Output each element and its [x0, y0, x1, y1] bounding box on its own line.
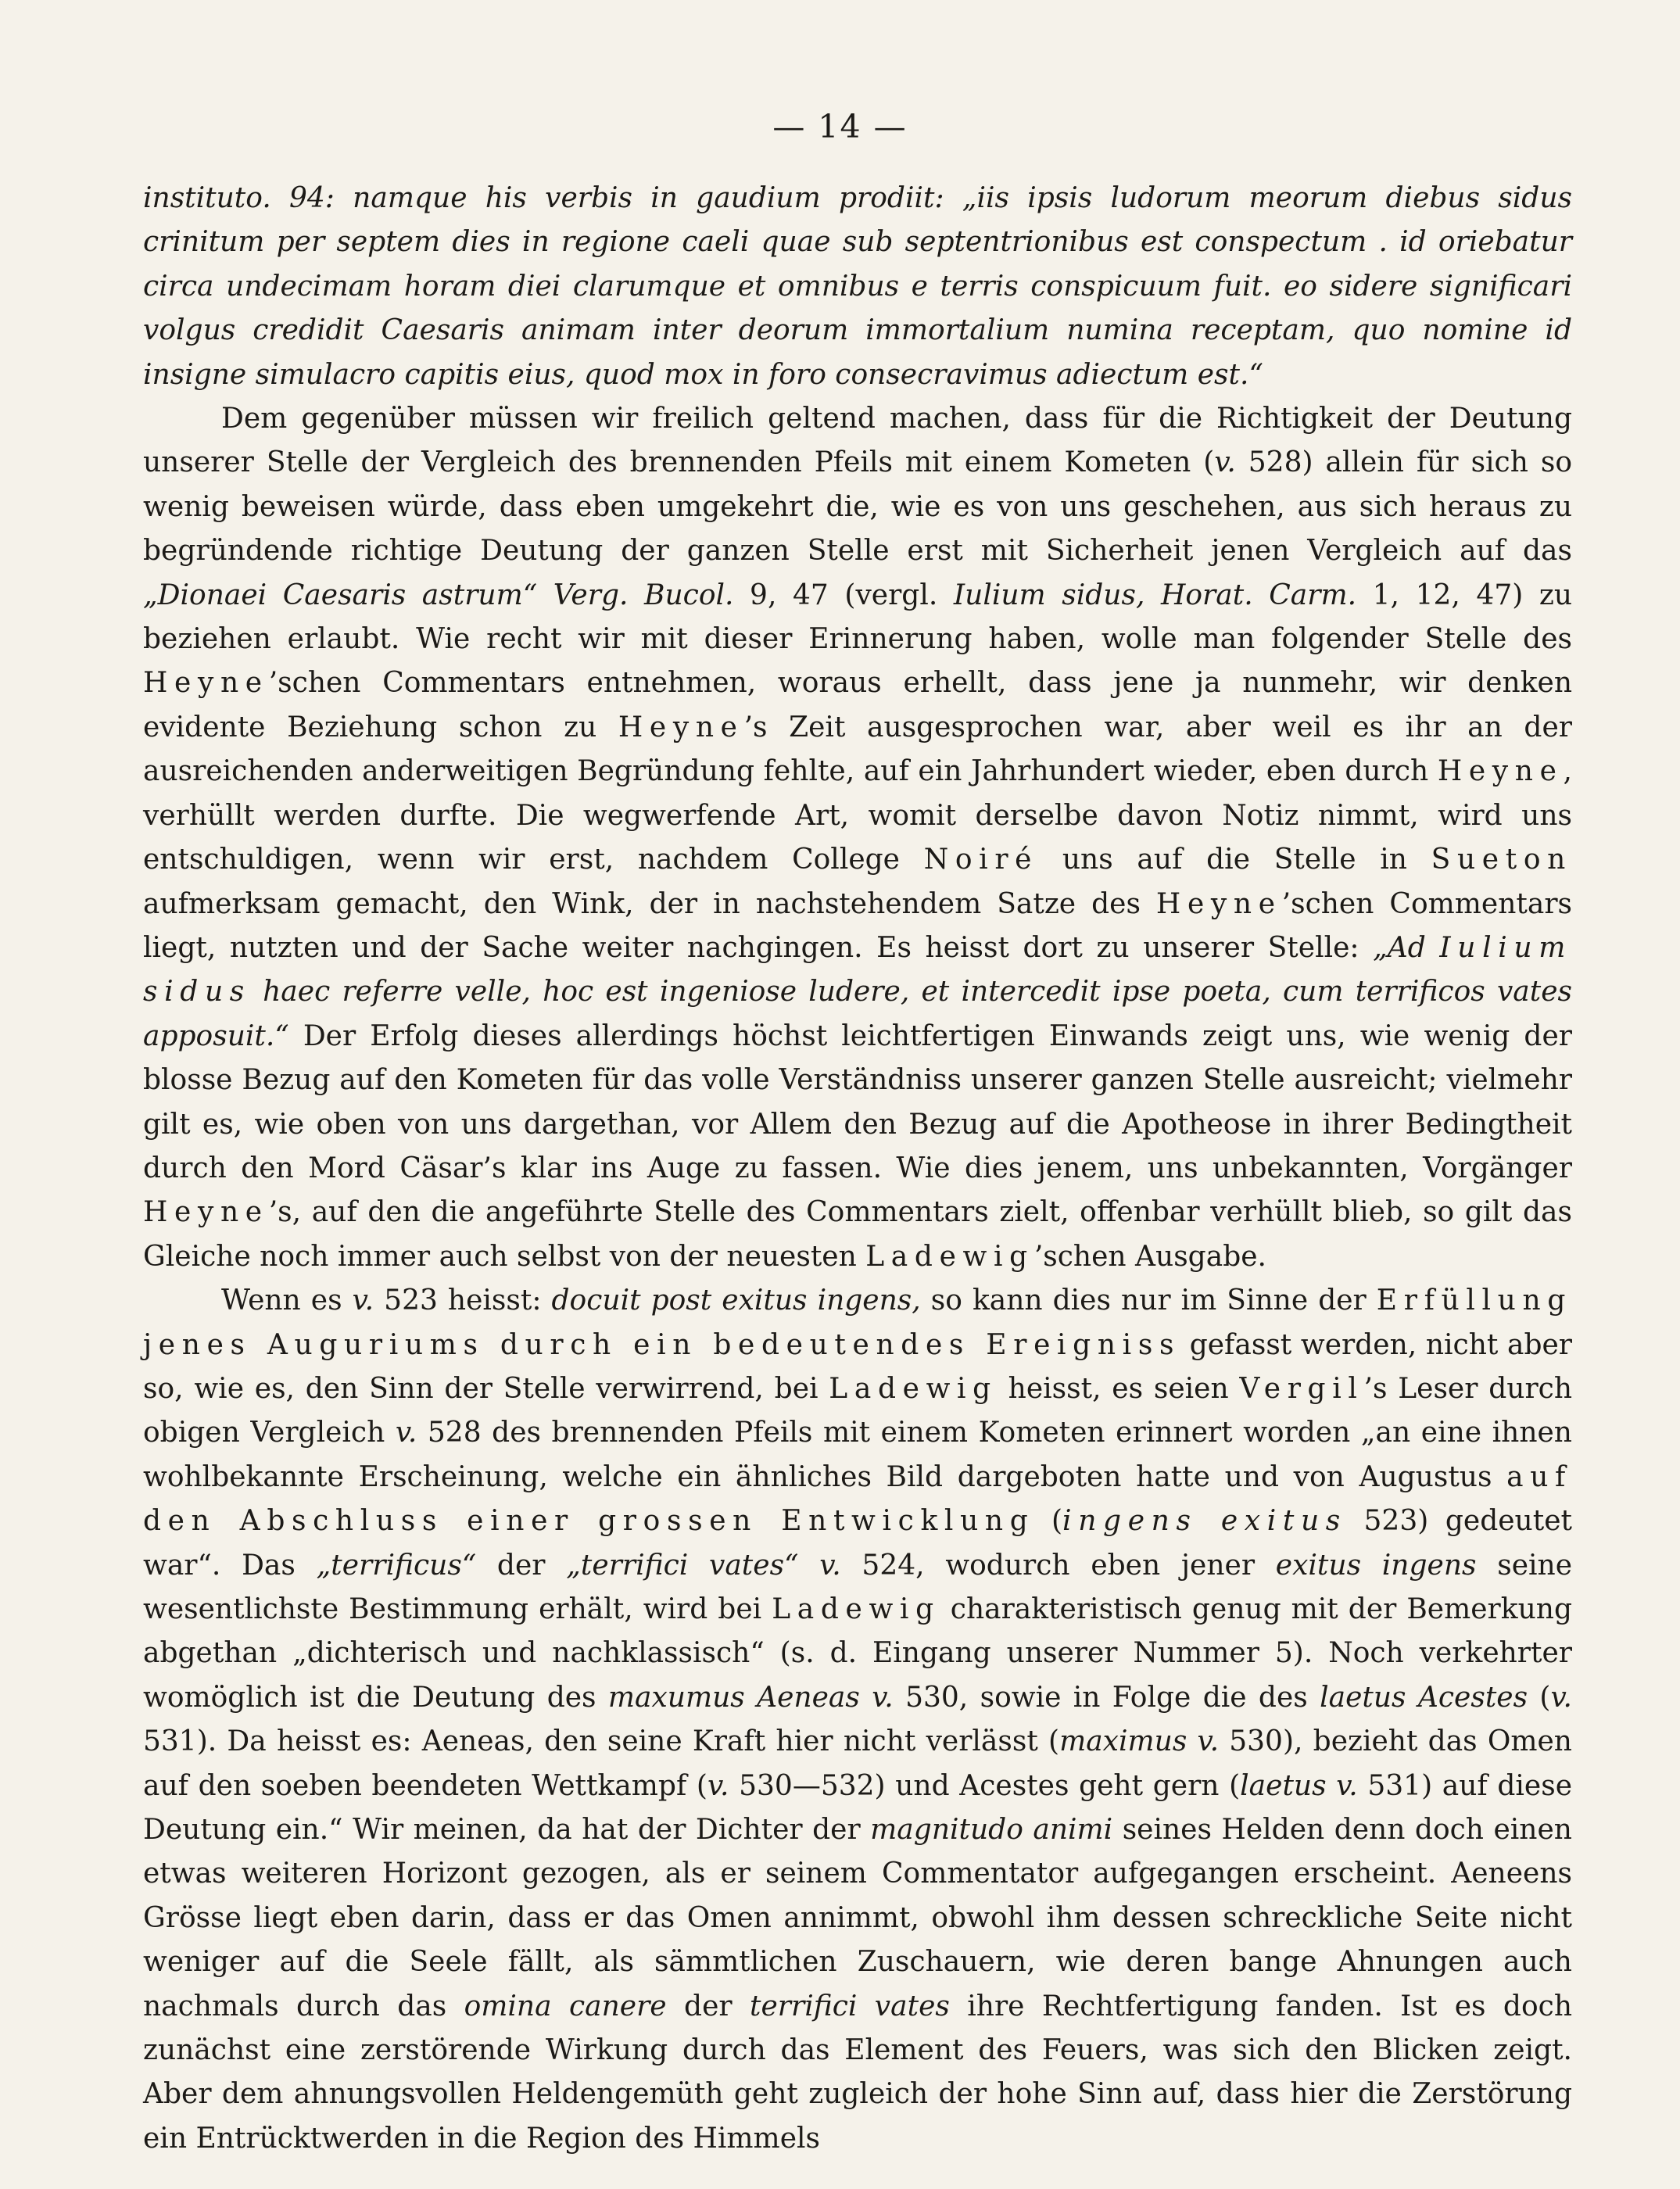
text-run: 524, wodurch eben jener: [840, 1549, 1276, 1582]
italic-run: namque his verbis in gaudium prodiit: „iis ipsis ludorum meorum diebus sidus crinitum per septem dies in regione caeli quae sub septentrionibus est conspectum . id oriebatur circa undecimam horam diei clarumque et omnibus e terris conspicuum fuit. eo sidere significari volgus credidit Caesaris animam inter deorum immortalium numina receptam, quo nomine id insigne simulacro capitis eius, quod mox in foro consecravimus adiectum est.“: [143, 182, 1573, 391]
text-run: 528) allein für sich so wenig beweisen würde, dass eben umgekehrt die, wie es von uns geschehen, aus sich heraus zu begründende richtige Deutung der ganzen Stelle erst mit Sicherheit jenen Vergleich auf das: [143, 446, 1572, 568]
text-run: 523 heisst:: [374, 1284, 552, 1317]
text-run: Wenn es: [221, 1284, 353, 1317]
italic-run: „terrificus“: [316, 1549, 477, 1582]
text-run: Der Erfolg dieses allerdings höchst leichtfertigen Einwands zeigt uns, wie wenig der blosse Bezug auf den Kometen für das volle Verständniss unserer ganzen Stelle ausreicht; vielmehr gilt es, wie oben von uns dargethan, vor Allem den Bezug auf die Apotheose in ihrer Bedingtheit durch den Mord Cäsar’s klar ins Auge zu fassen. Wie dies jenem, uns unbekannten, Vorgänger: [143, 1019, 1572, 1184]
page-number: — 14 —: [772, 108, 908, 145]
text-run: 530, sowie in Folge die des: [893, 1681, 1320, 1714]
spaced-italic-run: Iulium sidus: [143, 931, 1573, 1009]
text-run: 94:: [270, 182, 353, 214]
spaced-name: Ladewig: [865, 1240, 1034, 1273]
spaced-name: Ladewig: [772, 1593, 940, 1625]
italic-run: maxumus Aeneas v.: [607, 1681, 894, 1714]
italic-run: exitus ingens: [1275, 1549, 1477, 1582]
paragraph-dem-gegenueber: [143, 397, 1572, 1279]
text-run: so kann dies nur im Sinne der: [920, 1284, 1377, 1317]
text-run: (: [1034, 1505, 1063, 1538]
spaced-name: Heyne: [1437, 755, 1564, 788]
italic-run: v.: [1214, 446, 1236, 479]
text-run: uns auf die Stelle in: [1038, 844, 1431, 876]
italic-run: omina canere: [464, 1990, 667, 2022]
text-run: 531) auf diese Deutung ein.“ Wir meinen, da hat der Dichter der: [143, 1769, 1572, 1847]
italic-run: haec referre velle, hoc est ingeniose ludere, et intercedit ipse poeta, cum terrificos vates apposuit.“: [143, 976, 1572, 1052]
spaced-name: auf den Abschluss einer grossen Entwicklung: [143, 1460, 1572, 1538]
body-text: [143, 177, 1572, 2161]
text-run: charakteristisch genug mit der Bemerkung abgethan „dichterisch und nachklassisch“ (s. d. Eingang unserer Nummer 5). Noch verkehrter womöglich ist die Deutung des: [143, 1593, 1572, 1714]
spaced-name: Noiré: [923, 844, 1039, 876]
italic-run: terrifici vates: [750, 1990, 950, 2022]
spaced-name: Heyne: [143, 667, 269, 700]
italic-run: maximus v.: [1059, 1725, 1220, 1758]
text-run: aufmerksam gemacht, den Wink, der in nachstehendem Satze des: [143, 887, 1156, 920]
italic-run: v.: [707, 1769, 729, 1802]
italic-run: v.: [395, 1417, 417, 1449]
text-run: ’schen Commentars entnehmen, woraus erhellt, dass jene ja nunmehr, wir denken evidente Beziehung schon zu: [143, 667, 1572, 743]
text-run: ’schen Ausgabe.: [1033, 1240, 1266, 1273]
italic-run: docuit post exitus ingens,: [551, 1284, 921, 1317]
text-run: 530), bezieht das Omen auf den soeben beendeten Wettkampf (: [143, 1725, 1572, 1802]
text-run: 528 des brennenden Pfeils mit einem Kometen erinnert worden „an eine ihnen wohlbekannte Erscheinung, welche ein ähnliches Bild dargeboten hatte und von Augustus: [143, 1417, 1572, 1493]
italic-run: instituto.: [143, 182, 271, 214]
text-run: Dem gegenüber müssen wir freilich geltend machen, dass für die Richtigkeit der Deutung unserer Stelle der Vergleich des brennenden Pfeils mit einem Kometen (: [143, 403, 1572, 479]
text-run: ’schen Commentars liegt, nutzten und der Sache weiter nachgingen. Es heisst dort zu unserer Stelle:: [143, 887, 1573, 964]
text-run: 1, 12, 47) zu beziehen erlaubt. Wie recht wir mit dieser Erinnerung haben, wolle man folgender Stelle des: [143, 579, 1573, 656]
text-run: ’s, auf den die angeführte Stelle des Commentars zielt, offenbar verhüllt blieb, so gilt das Gleiche noch immer auch selbst von der neuesten: [143, 1196, 1572, 1273]
text-run: der: [476, 1549, 567, 1582]
text-run: seine wesentlichste Bestimmung erhält, wird bei: [143, 1549, 1573, 1625]
text-run: 531). Da heisst es: Aeneas, den seine Kraft hier nicht verlässt (: [143, 1725, 1060, 1758]
spaced-name: Erfüllung jenes Auguriums durch ein bedeutendes Ereigniss: [143, 1284, 1572, 1361]
italic-run: v.: [1550, 1681, 1572, 1714]
italic-run: laetus Acestes: [1320, 1681, 1528, 1714]
spaced-name: Ladewig: [829, 1372, 998, 1405]
text-run: 523) gedeutet war“. Das: [143, 1505, 1572, 1582]
italic-run: laetus v.: [1240, 1769, 1358, 1802]
text-run: ’s Leser durch obigen Vergleich: [143, 1372, 1573, 1449]
paragraph-wenn-es: [143, 1279, 1572, 2161]
spaced-name: Sueton: [1431, 844, 1572, 876]
italic-run: „terrifici vates“ v.: [566, 1549, 841, 1582]
italic-run: Iulium sidus, Horat. Carm.: [953, 579, 1357, 611]
text-run: seines Helden denn doch einen etwas weiteren Horizont gezogen, als er seinem Commentator aufgegangen erscheint. Aeneens Grösse liegt eben darin, dass er das Omen annimmt, obwohl ihm dessen schreckliche Seite nicht weniger auf die Seele fällt, als sämmtlichen Zuschauern, wie deren bange Ahnungen auch nachmals durch das: [143, 1814, 1572, 2022]
spaced-name: Heyne: [1155, 887, 1282, 920]
text-run: der: [666, 1990, 750, 2022]
text-run: ihre Rechtfertigung fanden. Ist es doch zunächst eine zerstörende Wirkung durch das Element des Feuers, was sich den Blicken zeigt. Aber dem ahnungsvollen Heldengemüth geht zugleich der hohe Sinn auf, dass hier die Zerstörung ein Entrücktwerden in die Region des Himmels: [143, 1990, 1573, 2155]
latin-quotation: [143, 177, 1572, 397]
text-run: 530—532) und Acestes geht gern (: [729, 1769, 1241, 1802]
italic-run: „Dionaei Caesaris astrum“ Verg. Bucol.: [143, 579, 734, 611]
italic-run: magnitudo animi: [870, 1814, 1113, 1847]
text-run: ’s Zeit ausgesprochen war, aber weil es ihr an der ausreichenden anderweitigen Begründung fehlte, auf ein Jahrhundert wieder, eben durch: [143, 711, 1572, 788]
spaced-name: Heyne: [618, 711, 744, 743]
text-run: heisst, es seien: [997, 1372, 1240, 1405]
text-run: gefasst werden, nicht aber so, wie es, den Sinn der Stelle verwirrend, bei: [143, 1328, 1573, 1405]
italic-run: „Ad: [1373, 931, 1440, 964]
italic-run: v.: [352, 1284, 374, 1317]
spaced-name: Vergil: [1239, 1372, 1364, 1405]
spaced-name: Heyne: [143, 1196, 269, 1229]
text-run: , verhüllt werden durfte. Die wegwerfende Art, womit derselbe davon Notiz nimmt, wird uns entschuldigen, wenn wir erst, nachdem College: [143, 755, 1572, 876]
text-run: 9, 47 (vergl.: [733, 579, 954, 611]
text-run: (: [1528, 1681, 1551, 1714]
spaced-italic-run: ingens exitus: [1062, 1505, 1347, 1538]
